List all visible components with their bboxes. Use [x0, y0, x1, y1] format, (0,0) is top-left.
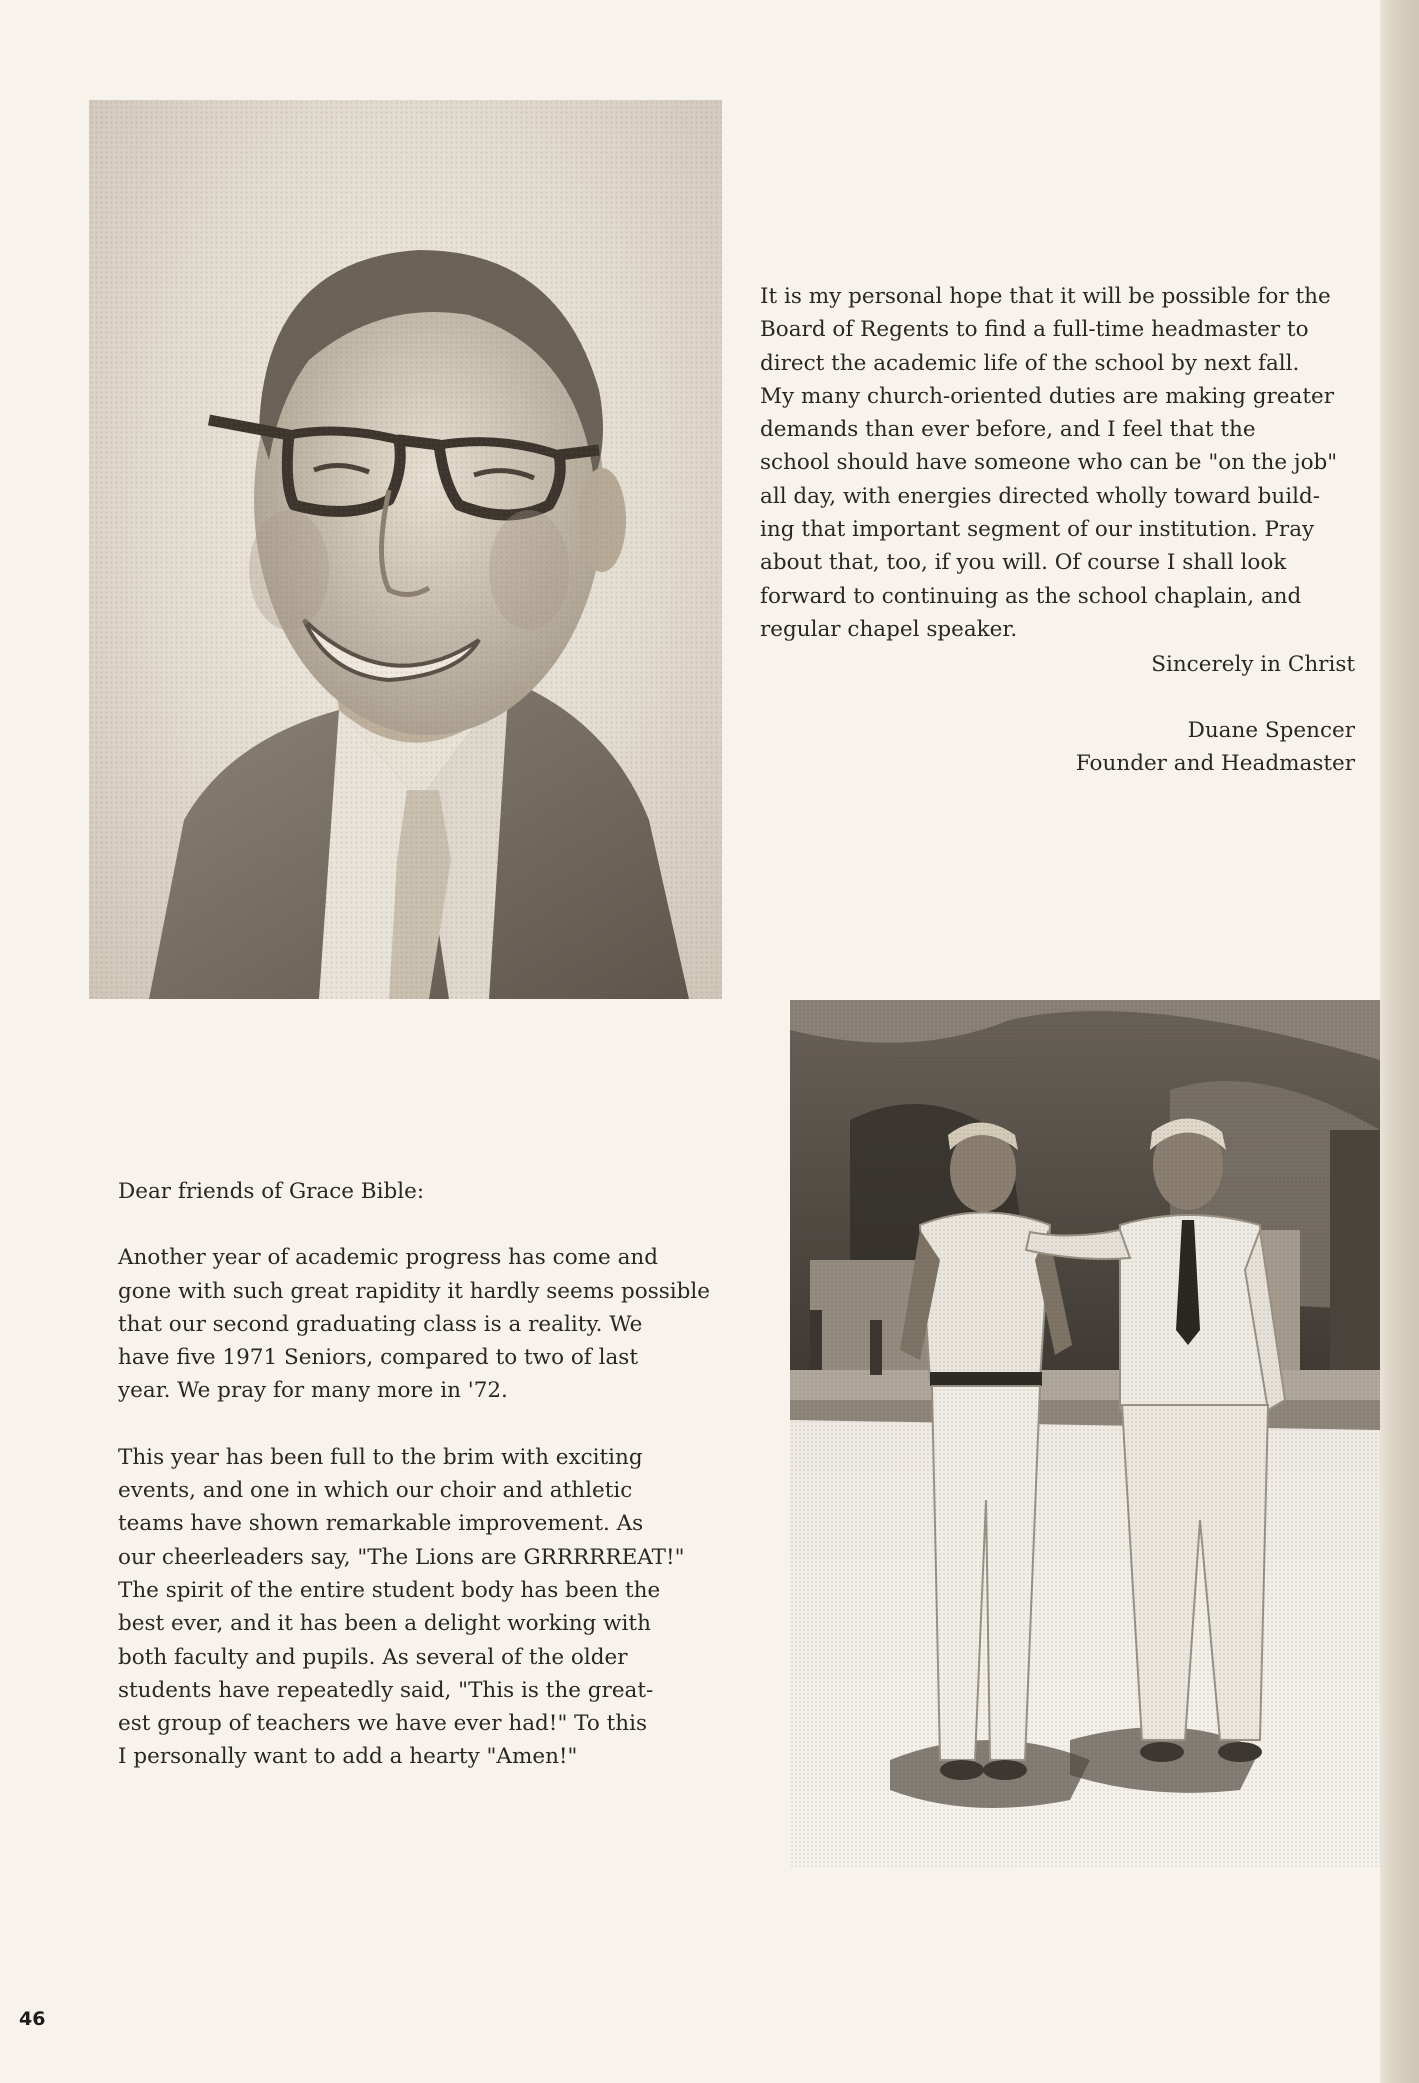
paragraph-2	[118, 1441, 738, 1774]
text-line: demands than ever before, and I feel that the	[760, 417, 1256, 443]
headmaster-portrait-photo	[89, 100, 722, 999]
text-line: ing that important segment of our institution. Pray	[760, 517, 1315, 543]
salutation: Dear friends of Grace Bible:	[118, 1179, 425, 1204]
text-line: direct the academic life of the school by next fall.	[760, 350, 1300, 376]
text-line: est group of teachers we have ever had!" To this	[118, 1711, 648, 1737]
text-line: that our second graduating class is a reality. We	[118, 1311, 643, 1337]
text-line: our cheerleaders say, "The Lions are GRRRRREAT!"	[118, 1544, 685, 1570]
signer-name: Duane Spencer	[1187, 718, 1355, 743]
text-line: forward to continuing as the school chaplain, and	[760, 583, 1302, 609]
text-line: gone with such great rapidity it hardly seems possible	[118, 1278, 711, 1304]
text-line: events, and one in which our choir and athletic	[118, 1478, 633, 1504]
text-line: I personally want to add a hearty "Amen!"	[118, 1744, 578, 1770]
text-line: Another year of academic progress has come and	[118, 1245, 659, 1271]
letter-opening-text	[118, 1175, 738, 1774]
text-line: have five 1971 Seniors, compared to two of last	[118, 1345, 638, 1371]
text-line: about that, too, if you will. Of course I shall look	[760, 550, 1287, 576]
letter-continuation-text	[760, 280, 1370, 646]
text-line: This year has been full to the brim with exciting	[118, 1444, 643, 1470]
text-line: It is my personal hope that it will be possible for the	[760, 284, 1331, 309]
text-line: year. We pray for many more in '72.	[118, 1378, 508, 1404]
page-number: 46	[19, 2008, 46, 2030]
signer-title: Founder and Headmaster	[1075, 751, 1355, 777]
text-line: The spirit of the entire student body has been the	[118, 1577, 661, 1603]
text-line: Board of Regents to find a full-time headmaster to	[760, 317, 1309, 343]
sign-off: Sincerely in Christ	[1151, 652, 1355, 677]
portrait-illustration	[89, 100, 722, 999]
text-line: best ever, and it has been a delight working with	[118, 1611, 651, 1637]
text-line: My many church-oriented duties are making greater	[760, 383, 1334, 409]
text-line: teams have shown remarkable improvement. As	[118, 1511, 644, 1537]
paragraph-1	[118, 1241, 738, 1407]
page-binding-edge	[1380, 0, 1419, 2083]
text-line: both faculty and pupils. As several of the older	[118, 1644, 628, 1670]
travel-illustration	[790, 1000, 1380, 1868]
text-line: school should have someone who can be "on the job"	[760, 450, 1338, 476]
text-line: all day, with energies directed wholly toward build-	[760, 483, 1320, 509]
travel-photo	[790, 1000, 1380, 1868]
text-line: students have repeatedly said, "This is the great-	[118, 1677, 654, 1703]
text-line: regular chapel speaker.	[760, 616, 1018, 642]
signature-block	[1010, 714, 1355, 781]
